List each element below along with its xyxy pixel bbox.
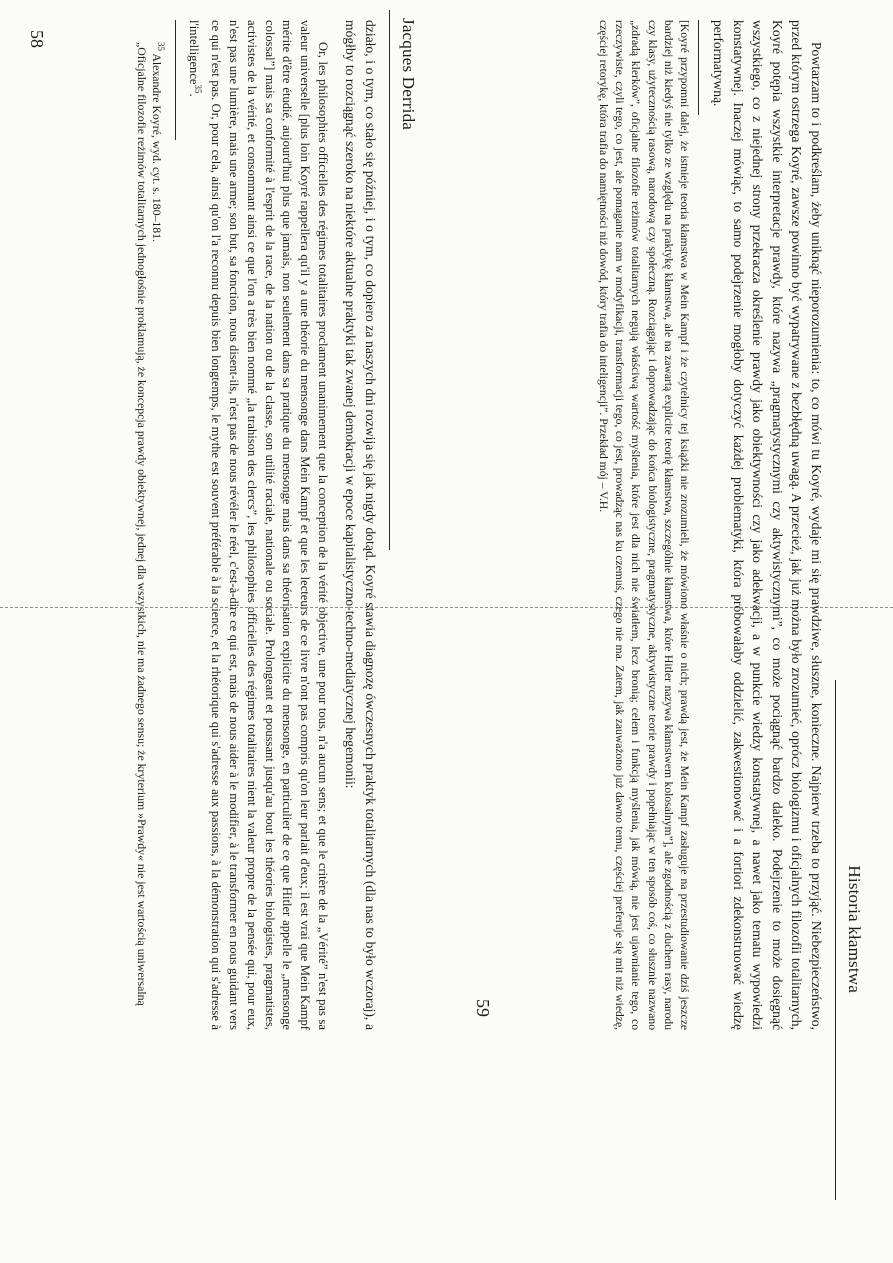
left-page-number: 58 (27, 30, 47, 48)
left-footnote (150, 20, 170, 1030)
left-footnote-continuation: „Oficjalne filozofie reżimów totalitarnych jednogłośnie proklamują, że koncepcja prawdy obiektywnej, jednej dla wszystkich, nie ma żadnego sensu; że kryterium »Prawdy« nie jest wartością uniwersalną (134, 42, 149, 1006)
left-running-head-title: Jacques Derrida (399, 18, 418, 131)
right-running-head (832, 0, 870, 1263)
right-page-number: 59 (473, 999, 493, 1017)
left-running-head (386, 0, 424, 1263)
left-french-quote-text: Or, les philosophies officielles des régimes totalitaires proclament unanimement que la conception de la vérité objective, une pour tous, n'a aucun sens; et que le critère de la „Vérité” n'est pas sa valeur universelle [plus loin Koyré rappellera qu'il y a une théorie du mensonge dans Mein Kampf et que les lecteurs de ce livre n'ont pas compris qu'on leur parlait d'eux; il est vrai que Mein Kampf mérite d'être étudié, aujourd'hui plus que jamais, non seulement dans sa pratique du mensonge mais dans sa théorisation explicite du mensonge, en particulier de ce que Hitler appelle le „mensonge colossal”] mais sa conformité à l'esprit de la race, de la nation ou de la classe, son utilité raciale, nationale ou sociale. Prolongeant et poussant jusqu'au bout les théories biologistes, pragmatistes, activistes de la vérité, et consommant ainsi ce que l'on a très bien nommé „la trahison des clercs”, les philosophies officielles des régimes totalitaires nient la valeur propre de la pensée qui, pour eux, n'est pas une lumière, mais une arme; son but, sa fonction, nous disent-ils, n'est pas de nous révéler le réel, c'est-à-dire ce qui est, mais de nous aider à le modifier, à le transformer en nous guidant vers ce qui n'est pas. Or, pour cela, ainsi qu'on l'a reconnu depuis bien longtemps, le mythe est souvent préférable à la science, et la rhétorique qui s'adresse aux passions, à la démonstration qui s'adresse à l'intelligence (187, 20, 330, 1030)
right-text-block (595, 20, 826, 1030)
left-french-quote: Or, les philosophies officielles des régimes totalitaires proclament unanimement que la conception de la vérité objective, une pour tous, n'a aucun sens; et que le critère de la „Vérité” n'est pas sa valeur universelle [plus loin Koyré rappellera qu'il y a une théorie du mensonge dans Mein Kampf et que les lecteurs de ce livre n'ont pas compris qu'on leur parlait d'eux; il est vrai que Mein Kampf mérite d'être étudié, aujourd'hui plus que jamais, non seulement dans sa pratique du mensonge mais dans sa théorisation explicite du mensonge, en particulier de ce que Hitler appelle le „mensonge colossal”] mais sa conformité à l'esprit de la race, de la nation ou de la classe, son utilité raciale, nationale ou sociale. Prolongeant et poussant jusqu'au bout les théories biologistes, pragmatistes, activistes de la vérité, et consommant ainsi ce que l'on a très bien nommé „la trahison des clercs”, les philosophies officielles des régimes totalitaires nient la valeur propre de la pensée qui, pour eux, n'est pas une lumière, mais une arme; son but, sa fonction, nous disent-ils, n'est pas de nous révéler le réel, c'est-à-dire ce qui est, mais de nous aider à le modifier, à le transformer en nous guidant vers ce qui n'est pas. Or, pour cela, ainsi qu'on l'a reconnu depuis bien longtemps, le mythe est souvent préférable à la science, et la rhétorique qui s'adresse aux passions, à la démonstration qui s'adresse à l'intelligence$^{35}$. (187, 20, 330, 1030)
right-note-rule (698, 20, 699, 115)
left-page (20, 0, 424, 1263)
right-page (466, 0, 870, 1263)
left-text-block (134, 20, 380, 1030)
left-quote-footnote-ref: 35 (193, 84, 204, 94)
right-running-head-title: Historia kłamstwa (845, 865, 864, 993)
left-footnote-rule (175, 20, 176, 140)
right-translation-note: [Koyré przypomni dalej, że istnieje teoria kłamstwa w Mein Kampf i że czytelnicy tej książki nie zrozumieli, że mówiono właśnie o nich; prawdą jest, że Mein Kampf zasługuje na przestudiowanie dziś jeszcze bardziej niż kiedyś nie tylko ze względu na praktykę kłamstwa, ale na zawartą explicite teorię kłamstwa, szczególnie kłamstwa, które Hitler nazywa kłamstwem kolosalnym”], ale zgodnością z duchem rasy, narodu czy klasy, użytecznością rasową, narodową czy społeczną. Rozciągając i doprowadzając do końca biologistyczne, pragmatystyczne, aktywistyczne teorie prawdy i popełniając w ten sposób coś, co słusznie nazwano „zdradą klerków”, oficjalne filozofie reżimów totalitarnych negują właściwą wartość myślenia, które jest dla nich nie światłem, lecz bronią; celem i funkcją myślenia, jak mówią, nie jest ujawnianie tego, co rzeczywiste, czyli tego, co jest, ale pomaganie nam w modyfikacji, transformacji tego, co jest, prowadząc nas ku czemuś, czego nie ma. Zatem, jak zauważono już dawno temu, częściej preferuje się mit niż wiedzę, częściej retorykę, która trafia do namiętności niż dowód, który trafia do inteligencji”. Przekład mój – V.H. (596, 20, 691, 1030)
left-footnote-number: 35 (156, 42, 167, 51)
left-body-paragraph: działo, i o tym, co stało się później, i o tym, co dopiero za naszych dni rozwija się jak nigdy dotąd. Koyré stawia diagnozę ówczesnych praktyk totalitarnych (dla nas to było wczoraj), a mógłby to rozciągnąć szeroko na niektóre aktualne praktyki tak zwanej demokracji w epoce kapitalistyczno-techno-mediatycznej hegemonii: (343, 20, 378, 1030)
right-head-rule (835, 680, 836, 1200)
left-head-rule (389, 10, 390, 550)
right-body-paragraph: Powtarzam to i podkreślam, żeby uniknąć nieporozumienia: to, co mówi tu Koyré, wydaje mi się prawdziwe, słuszne, konieczne. Najpierw trzeba to przyjąć. Niebezpieczeństwo, przed którym ostrzega Koyré, zawsze powinno być wypatrywane z bezbłędną uwagą. A przecież, jak już można było zrozumieć, oprócz biologizmu i oficjalnych filozofii totalitarnych, Koyré potępia wszystkie interpretacje prawdy, które nazywa „pragmatystycznymi czy aktywistycznymi”, co może pociągnąć bardzo daleko. Podejrzenie to może dosięgnąć wszystkiego, co z niejednej strony przekracza określenie prawdy jako obiektywności czy jako adekwacji, a w punkcie wiedzy konstatywnej, a nawet jako tematu wypowiedzi konstatywnej. Inaczej mówiąc, to samo podejrzenie mogłoby dotyczyć każdej problematyki, która próbowałaby oddzielić, zakwestionować i a fortiori zdekonstruować wiedzę performatywną. (711, 20, 824, 1030)
left-footnote-text: Alexandre Koyré, wyd. cyt. s. 180–181. (150, 53, 165, 243)
